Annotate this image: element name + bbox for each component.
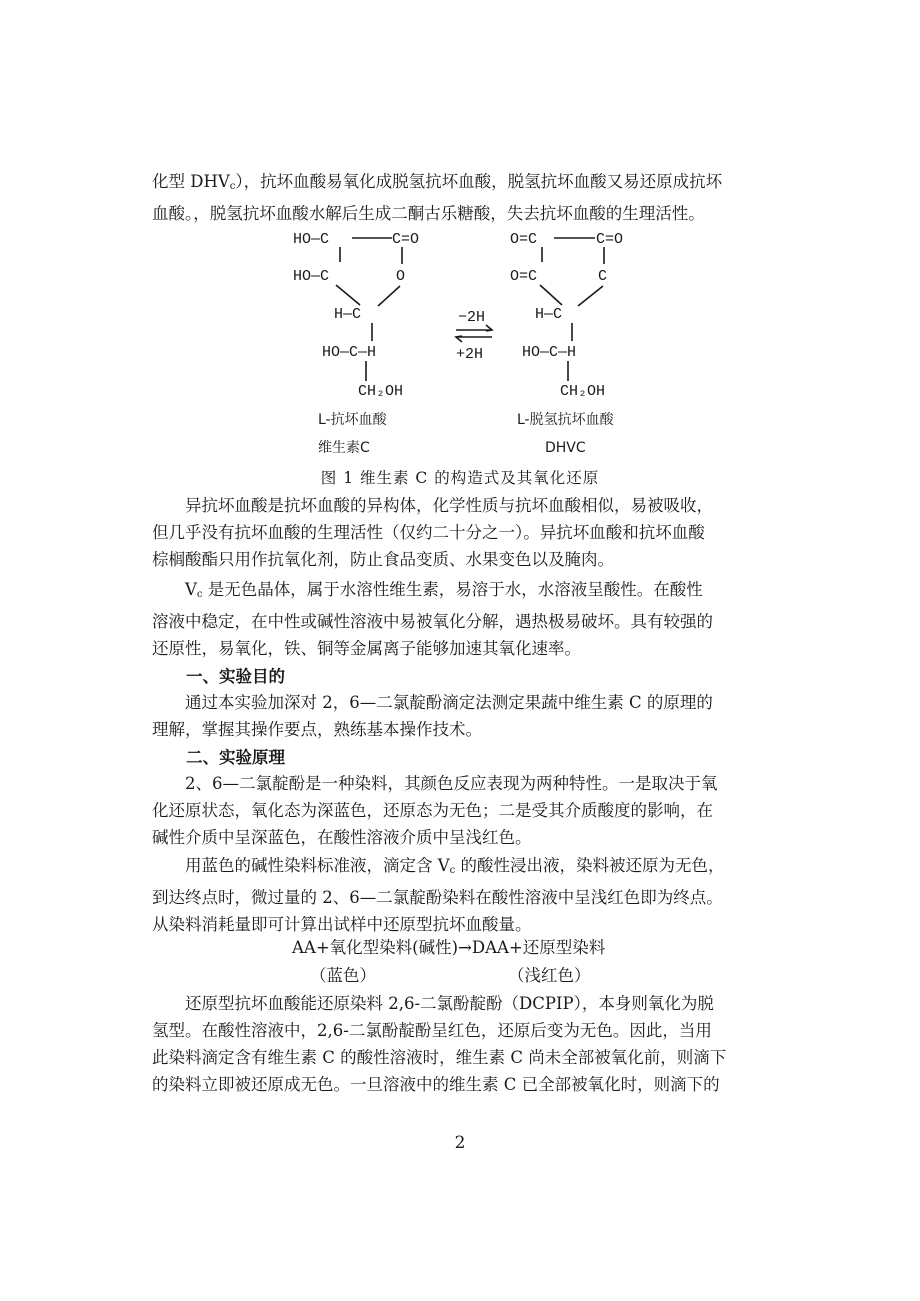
left-h-c: H—C	[334, 306, 362, 323]
text-line: 2、6—二氯靛酚是一种染料，其颜色反应表现为两种特性。一是取决于氧	[185, 774, 718, 793]
text-line: 理解，掌握其操作要点，熟练基本操作技术。	[152, 720, 482, 739]
intro-line-1: 化型 $DHV_c$），抗坏血酸易氧化成脱氢抗坏血酸，脱氢抗坏血酸又易还原成抗坏	[152, 172, 723, 192]
text-line: 碱性介质中呈深蓝色，在酸性溶液介质中呈浅红色。	[152, 828, 532, 847]
right-top-oc: O=C	[510, 231, 538, 248]
figure-caption: 图 1 维生素 C 的构造式及其氧化还原	[320, 469, 600, 487]
right-ring-oc: O=C	[510, 268, 538, 285]
paragraph-vc-properties	[152, 576, 774, 662]
left-label-1: L-抗坏血酸	[318, 412, 387, 428]
reaction-equation: AA+氧化型染料(碱性)→DAA+还原型染料	[292, 938, 606, 957]
paragraph-purpose	[152, 689, 774, 743]
structure-figure	[0, 0, 920, 470]
left-ch2oh: CH₂OH	[358, 383, 404, 400]
text-line: $V_c$ 是无色晶体，属于水溶性维生素，易溶于水，水溶液呈酸性。在酸性	[185, 580, 703, 600]
text-line: 棕榈酸酯只用作抗氧化剂，防止食品变质、水果变色以及腌肉。	[152, 550, 614, 569]
right-ring-c: C	[598, 268, 608, 285]
left-ring-ho: HO—C	[293, 268, 330, 285]
equation-note-pink: （浅红色）	[508, 966, 591, 985]
intro-line-2: 血酸。，脱氢抗坏血酸水解后生成二酮古乐糖酸，失去抗坏血酸的生理活性。	[152, 204, 705, 223]
text-line: 通过本实验加深对 2，6—二氯靛酚滴定法测定果蔬中维生素 C 的原理的	[185, 693, 713, 712]
text-line: 用蓝色的碱性染料标准液，滴定含 $V_c$ 的酸性浸出液，染料被还原为无色，	[185, 856, 725, 876]
text-line: 到达终点时，微过量的 2、6—二氯靛酚染料在酸性溶液中呈浅红色即为终点。	[152, 888, 723, 907]
right-ch2oh: CH₂OH	[560, 383, 606, 400]
paragraph-titration	[152, 852, 774, 938]
right-top-co: C=O	[596, 231, 624, 248]
text-line: 此染料滴定含有维生素 C 的酸性溶液时，维生素 C 尚未全部被氧化前，则滴下	[152, 1048, 727, 1067]
right-ho-c-h: HO—C—H	[522, 344, 577, 361]
right-label-2: DHVC	[545, 440, 586, 456]
text-line: 还原型抗坏血酸能还原染料 2,6-二氯酚靛酚（DCPIP），本身则氧化为脱	[185, 994, 714, 1013]
text-line: 氢型。在酸性溶液中，2,6-二氯酚靛酚呈红色，还原后变为无色。因此，当用	[152, 1021, 712, 1040]
left-ring-o: O	[396, 268, 406, 285]
text-line: 溶液中稳定，在中性或碱性溶液中易被氧化分解，遇热极易破坏。具有较强的	[152, 612, 713, 631]
text-line: 从染料消耗量即可计算出试样中还原型抗坏血酸量。	[152, 915, 532, 934]
left-top-co: C=O	[392, 231, 420, 248]
equation-note-blue: （蓝色）	[310, 966, 376, 985]
section-heading-purpose: 一、实验目的	[186, 667, 285, 686]
left-top-ho: HO—C	[293, 231, 330, 248]
arrow-minus-2h: −2H	[458, 309, 486, 326]
text-line: 但几乎没有抗坏血酸的生理活性（仅约二十分之一）。异抗坏血酸和抗坏血酸	[152, 523, 705, 542]
right-h-c: H—C	[535, 306, 563, 323]
left-label-2: 维生素C	[318, 440, 370, 456]
text-line: 的染料立即被还原成无色。一旦溶液中的维生素 C 已全部被氧化时，则滴下的	[152, 1075, 720, 1094]
paragraph-isoascorbic	[152, 492, 774, 573]
text-line: 还原性，易氧化，铁、铜等金属离子能够加速其氧化速率。	[152, 639, 581, 658]
left-ho-c-h: HO—C—H	[322, 344, 377, 361]
text-line: 化还原状态，氧化态为深蓝色，还原态为无色；二是受其介质酸度的影响，在	[152, 801, 713, 820]
page-number: 2	[454, 1133, 466, 1153]
right-label-1: L-脱氢抗坏血酸	[517, 412, 614, 428]
text-line: 异抗坏血酸是抗坏血酸的异构体，化学性质与抗坏血酸相似，易被吸收，	[185, 496, 713, 515]
section-heading-principle: 二、实验原理	[186, 748, 285, 767]
arrow-plus-2h: +2H	[456, 346, 484, 363]
paragraph-dye-properties	[152, 770, 774, 851]
paragraph-dcpip	[152, 990, 774, 1098]
